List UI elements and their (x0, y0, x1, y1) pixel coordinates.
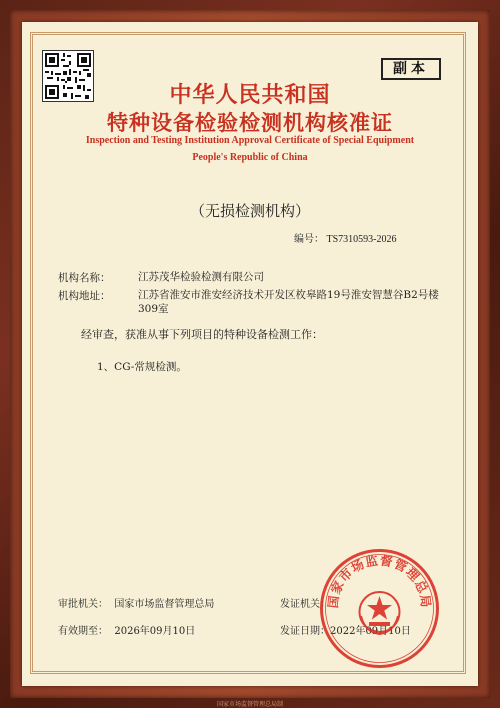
title-certificate: 特种设备检验检测机构核准证 (107, 111, 393, 135)
title-english: Inspection and Testing Institution Approval Certificate of Special Equipment (85, 135, 415, 146)
cert-no-value: TS7310593-2026 (326, 234, 397, 245)
authority-label: 审批机关： (58, 599, 108, 610)
institution-type: （无损检测机构） (189, 202, 310, 220)
certificate-paper (22, 22, 478, 686)
official-seal (317, 546, 442, 671)
validity-row (58, 622, 195, 637)
title-country: 中华人民共和国 (169, 83, 331, 108)
approved-item: 1、CG-常规检测。 (97, 361, 187, 373)
cert-no-label: 编号： (294, 234, 324, 245)
authority-value: 国家市场监督管理总局 (114, 599, 215, 610)
footer-note: 国家市场监督管理总局制 (216, 701, 283, 708)
org-address-label: 机构地址： (58, 290, 111, 302)
title-english-country: People's Republic of China (192, 152, 308, 163)
org-name-value: 江苏茂华检验检测有限公司 (138, 271, 264, 283)
copy-badge: 副本 (381, 58, 441, 80)
org-address-value: 江苏省淮安市淮安经济技术开发区枚皋路19号淮安智慧谷B2号楼309室 (138, 289, 439, 315)
issue-date-value: 2022年09月10日 (330, 626, 411, 637)
validity-label: 有效期至： (58, 626, 108, 637)
seal-text: 国家市场监督管理总局 (325, 552, 434, 609)
validity-date: 2026年09月10日 (114, 626, 196, 637)
certificate-number (294, 230, 397, 245)
issue-date-label: 发证日期： (280, 626, 330, 637)
issuing-label: 发证机关： (280, 599, 330, 610)
approval-statement: 经审查，获准从事下列项目的特种设备检测工作： (81, 328, 323, 341)
org-name-label: 机构名称： (58, 272, 111, 284)
authority-row (58, 595, 214, 610)
